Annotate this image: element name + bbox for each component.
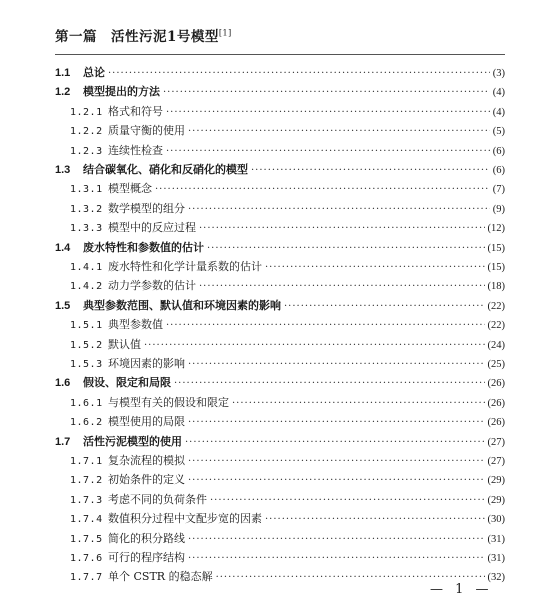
toc-subsection-row — [70, 413, 505, 431]
toc-subsection-row — [70, 530, 505, 548]
toc-title: 默认值 — [108, 337, 141, 351]
toc-title: 质量守衡的使用 — [108, 124, 185, 138]
toc-number: 1.5.3 — [70, 359, 103, 370]
toc-title: 模型使用的局限 — [108, 415, 185, 429]
toc-number: 1.4.2 — [70, 281, 103, 293]
toc-number: 1.5.1 — [70, 320, 103, 332]
toc-page-number: (26) — [487, 417, 505, 429]
toc-title: 连续性检查 — [108, 143, 163, 157]
toc-page-number: (12) — [487, 223, 505, 235]
part-name: 活性污泥1号模型 — [111, 29, 219, 45]
toc-page-number: (31) — [487, 533, 505, 545]
dot-leader — [251, 165, 490, 176]
toc-subsection-row — [70, 316, 505, 334]
toc-page-number: (7) — [492, 184, 505, 196]
toc-subsection-row — [70, 452, 505, 470]
part-title — [55, 25, 232, 45]
dot-leader — [108, 68, 490, 79]
toc-subsection-row — [70, 355, 505, 373]
dot-leader — [188, 553, 485, 564]
toc-page-number: (29) — [487, 494, 505, 506]
dot-leader — [188, 126, 490, 137]
toc-page-number: (22) — [487, 300, 505, 312]
toc-title: 动力学参数的估计 — [108, 279, 196, 293]
dot-leader — [265, 262, 485, 273]
toc-number: 1.2.1 — [70, 106, 103, 118]
toc-title: 废水特性和化学计量系数的估计 — [108, 260, 262, 273]
toc-title: 模型概念 — [108, 182, 152, 196]
toc-title: 废水特性和参数值的估计 — [83, 240, 204, 254]
toc-subsection-row — [70, 394, 505, 412]
toc-number: 1.4 — [55, 241, 71, 254]
toc-subsection-row — [70, 122, 505, 140]
toc-number: 1.7.2 — [70, 475, 103, 487]
toc-title: 环境因素的影响 — [108, 357, 185, 370]
toc-page-number: (15) — [487, 262, 505, 273]
dot-leader — [188, 456, 485, 467]
dot-leader — [188, 359, 485, 370]
toc-subsection-row — [70, 219, 505, 237]
toc-page-number: (27) — [487, 456, 505, 467]
toc-number: 1.3.2 — [70, 203, 103, 215]
toc-number: 1.5.2 — [70, 339, 103, 351]
dot-leader — [199, 281, 485, 292]
dot-leader — [199, 223, 485, 234]
toc-page-number: (6) — [492, 145, 505, 157]
toc-section-row — [55, 297, 505, 315]
dot-leader — [210, 495, 485, 506]
toc-number: 1.2.3 — [70, 145, 103, 157]
toc-section-row — [55, 83, 505, 101]
toc-subsection-row — [70, 277, 505, 295]
toc-title: 数值积分过程中文配步宽的因素 — [108, 512, 262, 526]
toc-number: 1.6.2 — [70, 417, 103, 429]
dot-leader — [188, 417, 485, 428]
toc-subsection-row — [70, 180, 505, 198]
toc-number: 1.7.3 — [70, 494, 103, 506]
toc-number: 1.7.6 — [70, 553, 103, 564]
dot-leader — [284, 301, 485, 312]
toc-page-number: (26) — [487, 397, 505, 409]
dot-leader — [166, 320, 485, 331]
toc-title: 复杂流程的模拟 — [108, 454, 185, 467]
toc-number: 1.7.4 — [70, 514, 103, 526]
toc-number: 1.3.3 — [70, 223, 103, 235]
toc-section-row — [55, 433, 505, 451]
toc-title: 典型参数值 — [108, 318, 163, 332]
toc-page-number: (29) — [487, 475, 505, 487]
toc-title: 单个 CSTR 的稳态解 — [108, 570, 213, 584]
dot-leader — [207, 243, 485, 254]
toc-number: 1.3.1 — [70, 184, 103, 196]
toc-subsection-row — [70, 103, 505, 121]
dot-leader — [232, 398, 485, 409]
dot-leader — [174, 378, 485, 389]
dot-leader — [166, 146, 490, 157]
dot-leader — [155, 184, 490, 195]
toc-title: 假设、限定和局限 — [83, 376, 171, 390]
toc-number: 1.7 — [55, 435, 71, 448]
toc-page-number: (3) — [492, 68, 505, 79]
toc-title: 简化的积分路线 — [108, 531, 185, 545]
toc-subsection-row — [70, 491, 505, 509]
toc-page-number: (6) — [492, 165, 505, 176]
toc-page-number: (24) — [487, 339, 505, 351]
toc-number: 1.7.5 — [70, 533, 103, 545]
toc-number: 1.6 — [55, 377, 71, 390]
toc-page-number: (30) — [487, 514, 505, 526]
toc-number: 1.2 — [55, 86, 71, 99]
dot-leader — [265, 514, 485, 525]
toc-page-number: (22) — [487, 320, 505, 332]
toc-subsection-row — [70, 471, 505, 489]
toc-page-number: (4) — [492, 106, 505, 118]
toc-number: 1.1 — [55, 67, 71, 79]
toc-subsection-row — [70, 336, 505, 354]
dot-leader — [188, 475, 485, 486]
toc-number: 1.4.1 — [70, 262, 103, 273]
toc-section-row — [55, 239, 505, 257]
toc-page-number: (18) — [487, 281, 505, 293]
dot-leader — [166, 107, 490, 118]
toc-title: 格式和符号 — [108, 104, 163, 118]
toc-number: 1.5 — [55, 299, 71, 312]
toc-title: 初始条件的定义 — [108, 473, 185, 487]
citation-marker: [1] — [218, 28, 232, 38]
toc-section-row — [55, 374, 505, 392]
toc-page-number: (31) — [487, 553, 505, 564]
toc-section-row — [55, 161, 505, 179]
toc-number: 1.7.7 — [70, 572, 103, 584]
toc-page-number: (4) — [492, 87, 505, 99]
toc-subsection-row — [70, 549, 505, 567]
toc-number: 1.2.2 — [70, 126, 103, 138]
toc-title: 典型参数范围、默认值和环境因素的影响 — [83, 298, 281, 312]
toc-title: 考虑不同的负荷条件 — [108, 492, 207, 506]
dot-leader — [188, 204, 490, 215]
toc-page-number: (9) — [492, 203, 505, 215]
dot-leader — [185, 437, 485, 448]
toc-title: 结合碳氧化、硝化和反硝化的模型 — [83, 163, 248, 176]
toc-title: 数学模型的组分 — [108, 201, 185, 215]
page-folio: — 1 — — [430, 582, 493, 597]
toc-subsection-row — [70, 510, 505, 528]
toc-section-row — [55, 64, 505, 82]
dot-leader — [188, 534, 485, 545]
toc-page-number: (32) — [487, 572, 505, 584]
toc-title: 总论 — [83, 66, 105, 79]
toc-subsection-row — [70, 258, 505, 276]
toc-number: 1.7.1 — [70, 456, 103, 467]
toc-subsection-row — [70, 200, 505, 218]
toc-page-number: (15) — [487, 242, 505, 254]
toc-title: 模型提出的方法 — [83, 85, 160, 99]
dot-leader — [163, 87, 490, 98]
part-label: 第一篇 — [55, 29, 97, 45]
dot-leader — [144, 340, 485, 351]
toc-page-number: (25) — [487, 359, 505, 370]
toc-page-number: (26) — [487, 378, 505, 390]
toc-subsection-row — [70, 142, 505, 160]
toc-number: 1.6.1 — [70, 397, 103, 409]
toc-number: 1.3 — [55, 164, 71, 176]
toc-title: 活性污泥模型的使用 — [83, 434, 182, 448]
toc-title: 模型中的反应过程 — [108, 221, 196, 235]
toc-title: 与模型有关的假设和限定 — [108, 395, 229, 409]
title-divider — [55, 54, 505, 55]
toc-title: 可行的程序结构 — [108, 551, 185, 564]
toc-page-number: (27) — [487, 436, 505, 448]
toc-page-number: (5) — [492, 126, 505, 138]
